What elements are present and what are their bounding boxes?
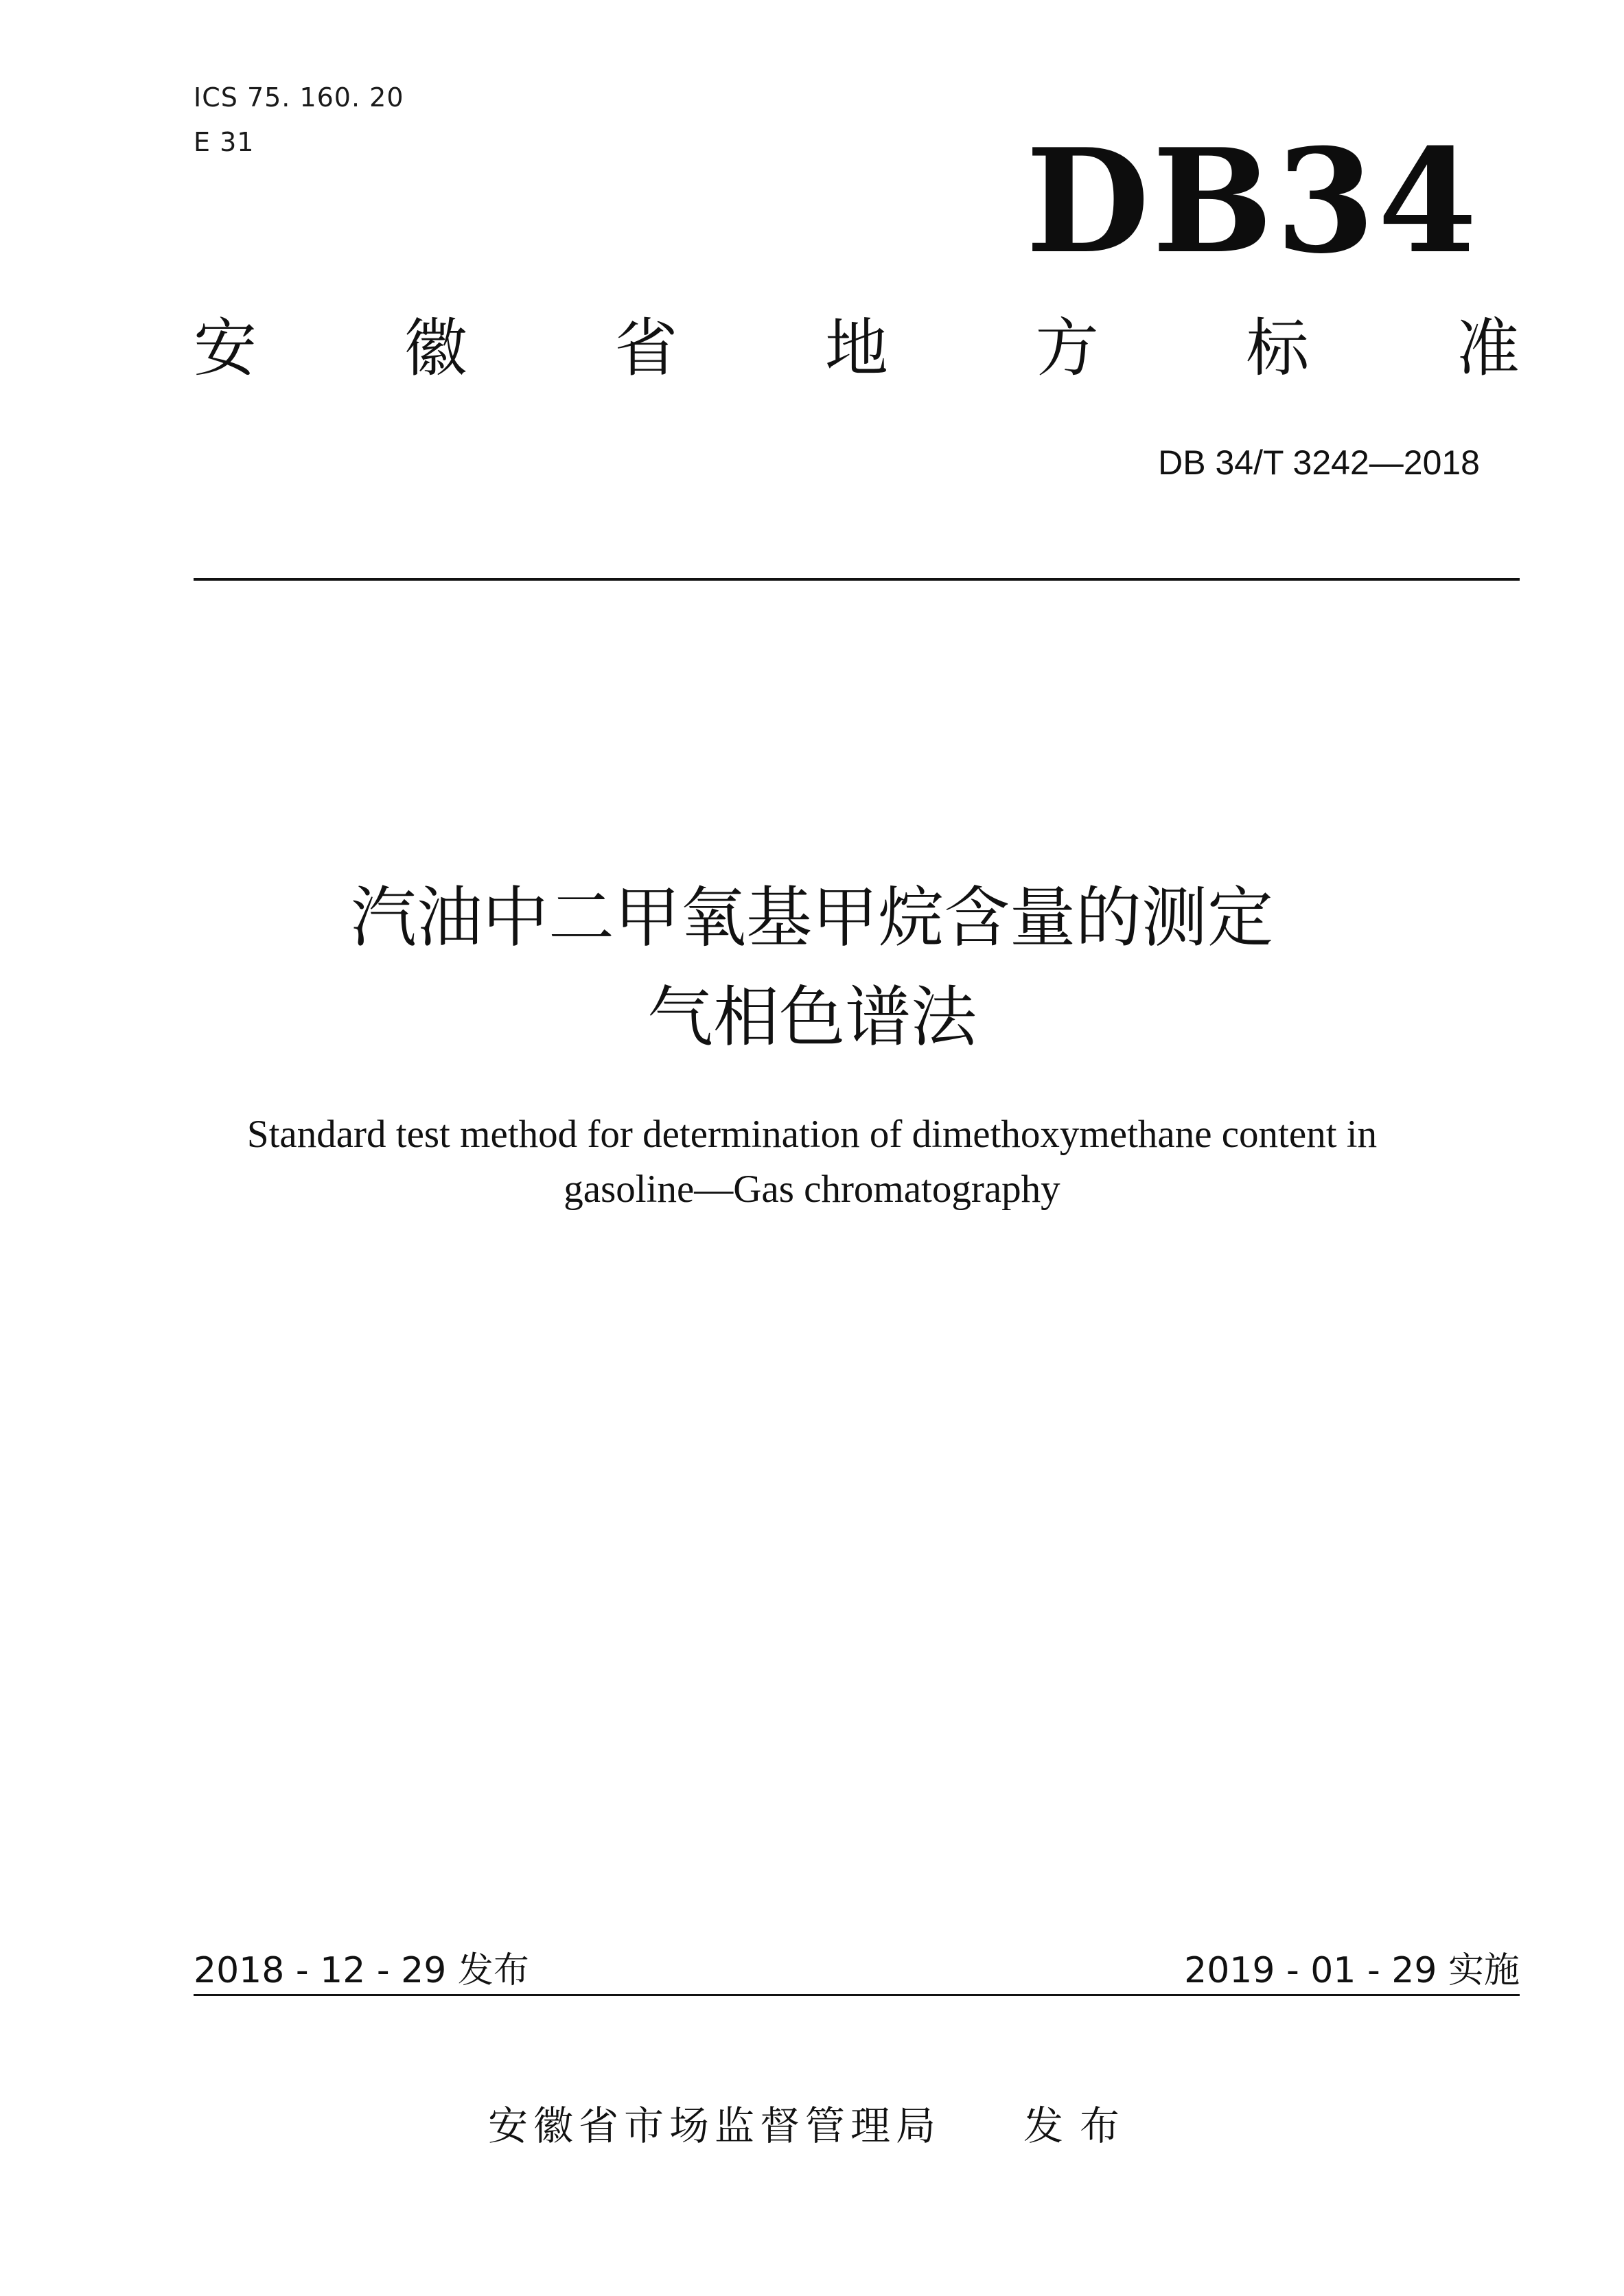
standard-type-char: 准 bbox=[1456, 312, 1520, 385]
implementation-date: 2019 - 01 - 29 实施 bbox=[1184, 1950, 1520, 1991]
publish-label: 发布 bbox=[1023, 2102, 1137, 2149]
title-chinese-line-2: 气相色谱法 bbox=[647, 979, 977, 1056]
standard-type-char: 徽 bbox=[404, 312, 467, 385]
bottom-divider bbox=[194, 1994, 1520, 1996]
title-english-line-2: gasoline—Gas chromatography bbox=[564, 1168, 1060, 1211]
standard-type-heading bbox=[194, 312, 1520, 385]
title-chinese-line-1: 汽油中二甲氧基甲烷含量的测定 bbox=[351, 879, 1273, 956]
standard-number: DB 34/T 3242—2018 bbox=[1158, 443, 1480, 482]
standard-type-char: 地 bbox=[824, 312, 888, 385]
db-standard-mark: DB34 bbox=[1025, 118, 1480, 286]
publisher-row bbox=[0, 2094, 1624, 2151]
publisher-name: 安徽省市场监督管理局 bbox=[487, 2102, 941, 2149]
ics-code: ICS 75. 160. 20 bbox=[194, 82, 404, 113]
issue-date: 2018 - 12 - 29 发布 bbox=[194, 1950, 529, 1991]
standard-type-char: 安 bbox=[194, 312, 257, 385]
ccs-code: E 31 bbox=[194, 127, 255, 157]
title-english-line-1: Standard test method for determination of dimethoxymethane content in bbox=[246, 1113, 1378, 1156]
standard-type-char: 标 bbox=[1246, 312, 1310, 385]
top-divider bbox=[194, 578, 1520, 581]
standard-type-char: 方 bbox=[1035, 312, 1099, 385]
standard-type-char: 省 bbox=[614, 312, 678, 385]
